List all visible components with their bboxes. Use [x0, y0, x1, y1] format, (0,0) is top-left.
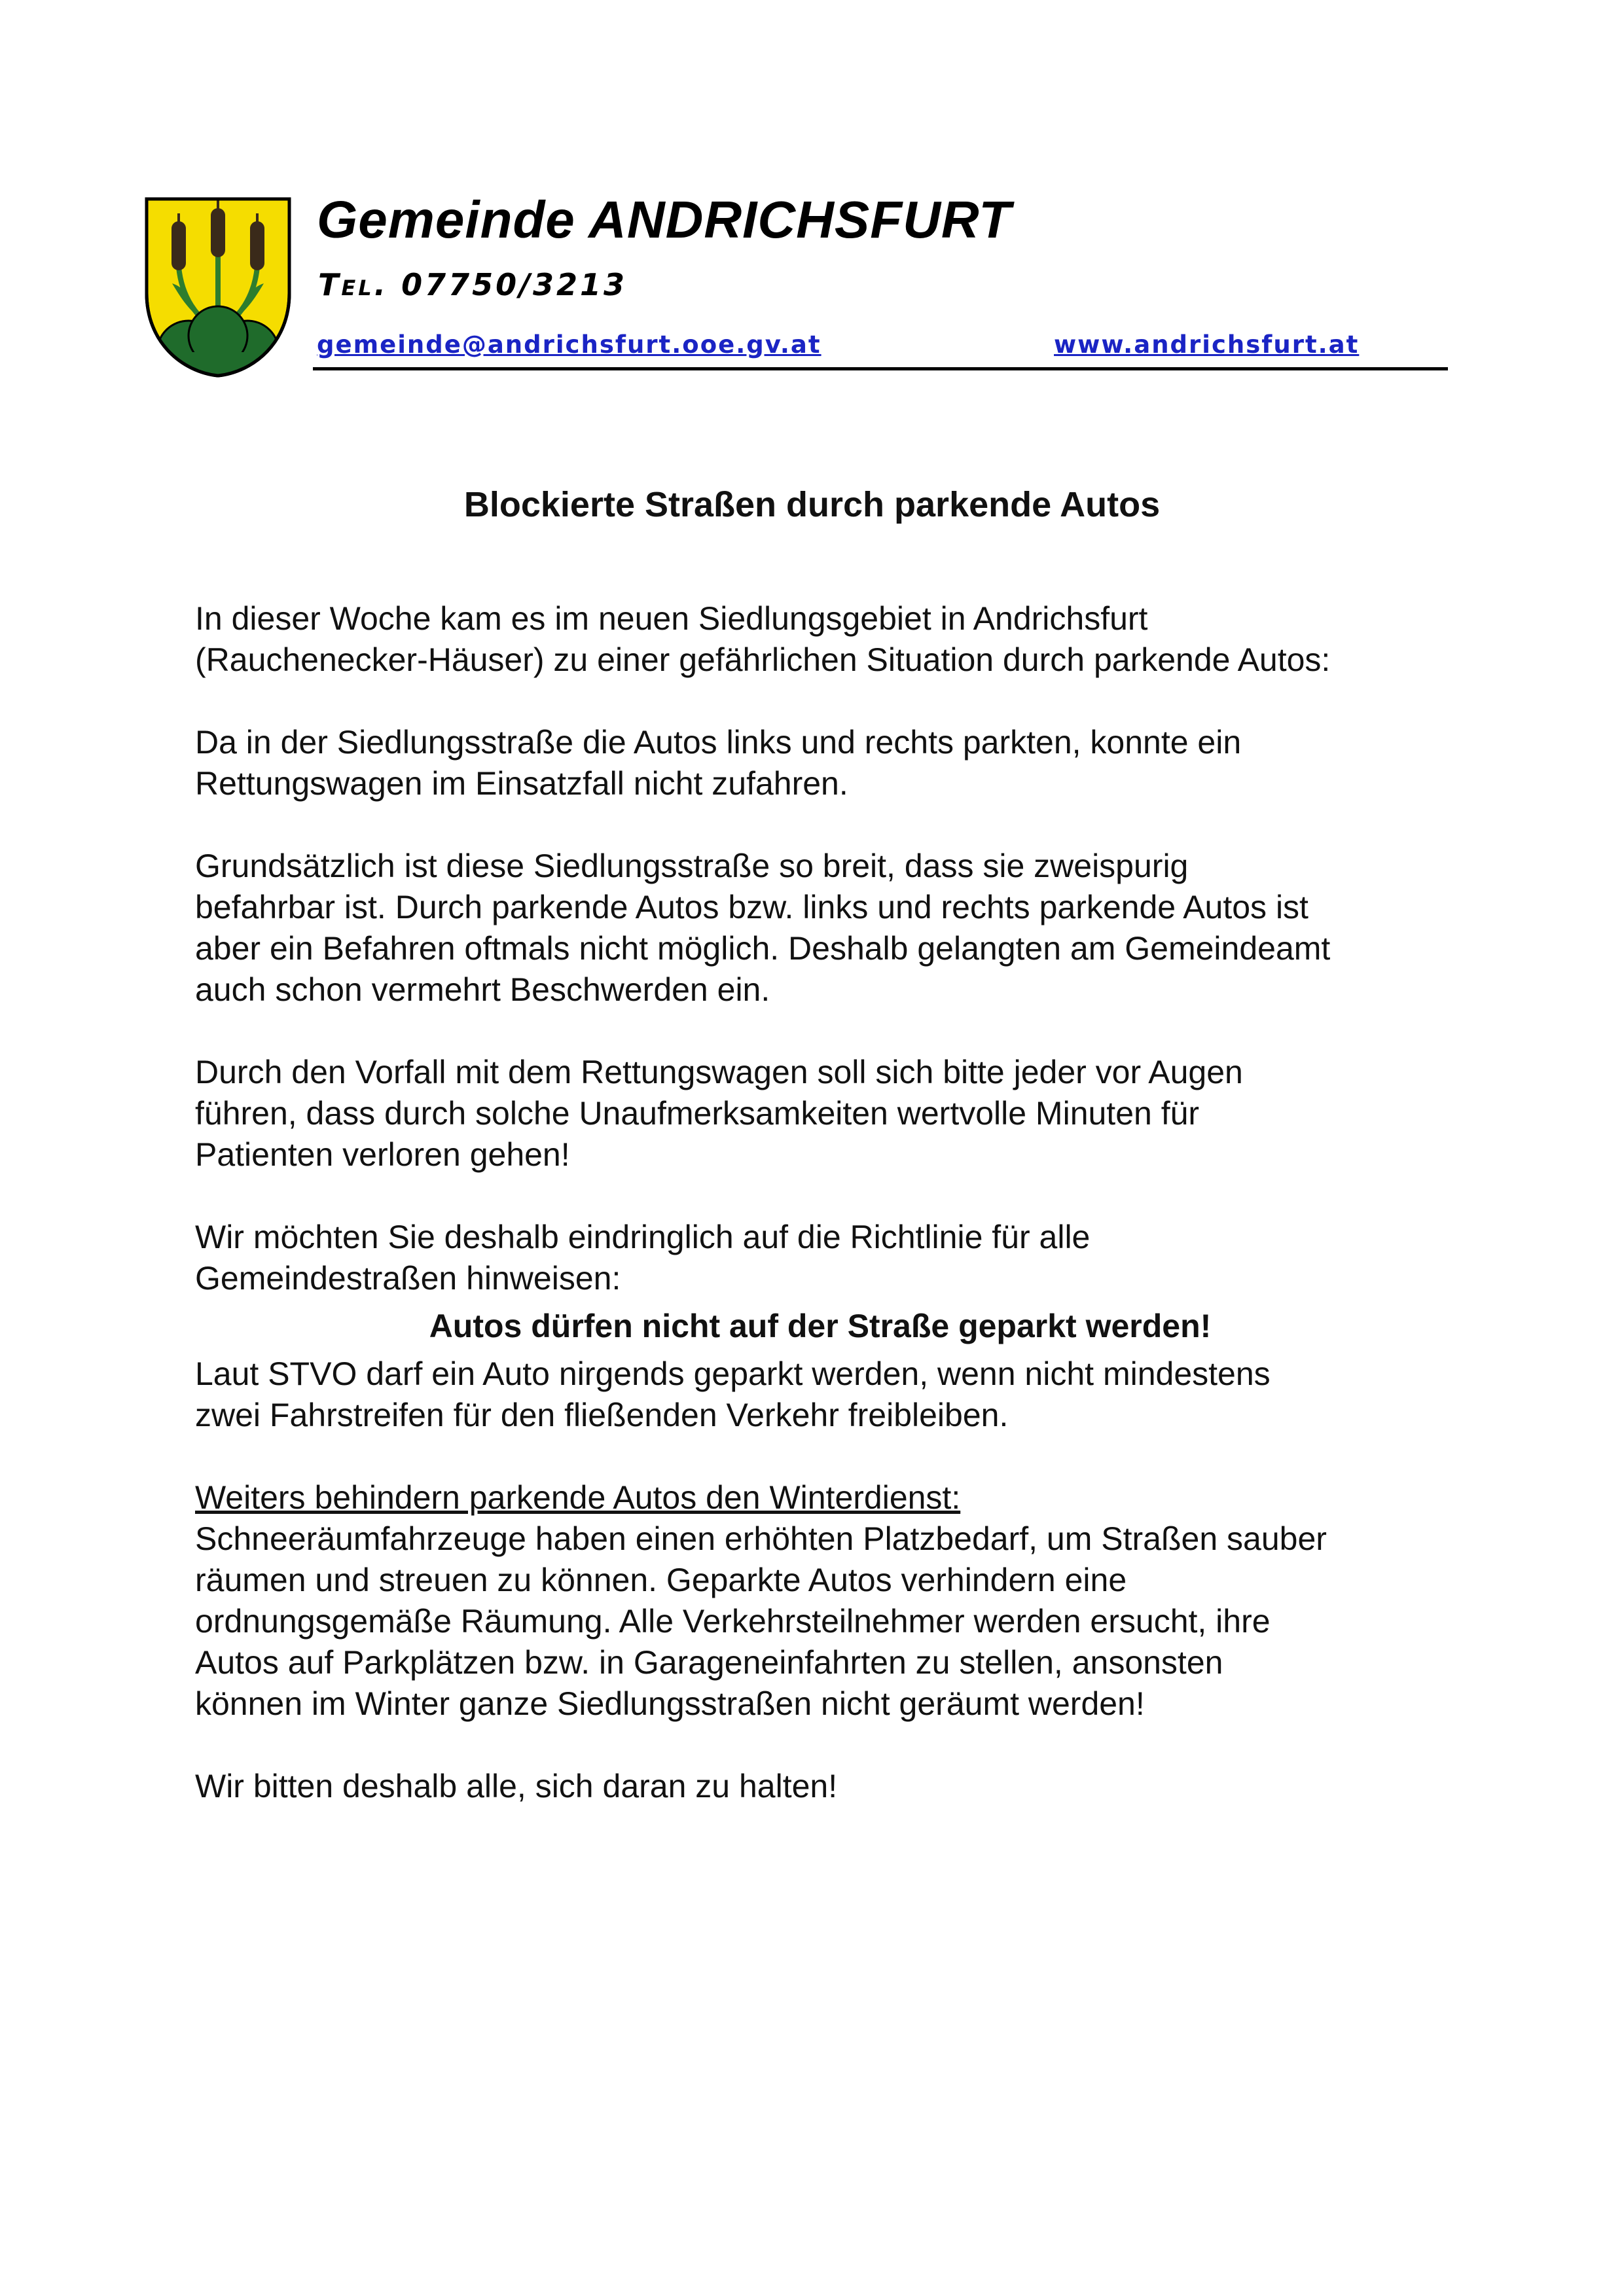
paragraph-3 [195, 846, 1478, 1011]
text-line: auch schon vermehrt Beschwerden ein. [195, 971, 770, 1008]
text-line: Wir bitten deshalb alle, sich daran zu halten! [195, 1768, 838, 1804]
document-body [195, 598, 1478, 1848]
closing-paragraph [195, 1766, 1478, 1807]
text-line: Gemeindestraßen hinweisen: [195, 1260, 621, 1297]
parking-rule-statement: Autos dürfen nicht auf der Straße geparkt werden! [429, 1308, 1212, 1344]
text-line: Durch den Vorfall mit dem Rettungswagen soll sich bitte jeder vor Augen [195, 1054, 1243, 1090]
website-link[interactable]: www.andrichsfurt.at [1054, 331, 1360, 359]
text-line: aber ein Befahren oftmals nicht möglich. Deshalb gelangten am Gemeindeamt [195, 930, 1331, 967]
text-line: Laut STVO darf ein Auto nirgends geparkt werden, wenn nicht mindestens [195, 1355, 1271, 1392]
text-line: räumen und streuen zu können. Geparkte Autos verhindern eine [195, 1562, 1127, 1598]
paragraph-5 [195, 1217, 1478, 1299]
phone-number: Tel. 07750/3213 [318, 267, 627, 302]
paragraph-7 [195, 1477, 1478, 1725]
paragraph-6 [195, 1354, 1478, 1436]
paragraph-2 [195, 722, 1478, 804]
text-line: Rettungswagen im Einsatzfall nicht zufahren. [195, 765, 848, 802]
text-line: können im Winter ganze Siedlungsstraßen nicht geräumt werden! [195, 1685, 1145, 1722]
text-line: Grundsätzlich ist diese Siedlungsstraße so breit, dass sie zweispurig [195, 848, 1189, 884]
text-line: (Rauchenecker-Häuser) zu einer gefährlichen Situation durch parkende Autos: [195, 641, 1331, 678]
text-line: Wir möchten Sie deshalb eindringlich auf die Richtlinie für alle [195, 1219, 1091, 1255]
paragraph-1 [195, 598, 1478, 681]
text-line: In dieser Woche kam es im neuen Siedlungsgebiet in Andrichsfurt [195, 600, 1148, 637]
email-link[interactable]: gemeinde@andrichsfurt.ooe.gv.at [317, 331, 821, 359]
header-divider [313, 367, 1448, 370]
winter-service-heading: Weiters behindern parkende Autos den Winterdienst: [195, 1479, 961, 1516]
text-line: führen, dass durch solche Unaufmerksamkeiten wertvolle Minuten für [195, 1095, 1200, 1132]
text-line: befahrbar ist. Durch parkende Autos bzw. links und rechts parkende Autos ist [195, 889, 1308, 925]
text-line: zwei Fahrstreifen für den fließenden Verkehr freibleiben. [195, 1397, 1009, 1433]
coat-of-arms-icon [143, 195, 293, 380]
text-line: Da in der Siedlungsstraße die Autos links und rechts parkten, konnte ein [195, 724, 1242, 761]
text-line: Schneeräumfahrzeuge haben einen erhöhten Platzbedarf, um Straßen sauber [195, 1520, 1327, 1557]
text-line: ordnungsgemäße Räumung. Alle Verkehrsteilnehmer werden ersucht, ihre [195, 1603, 1271, 1640]
municipality-title: Gemeinde ANDRICHSFURT [317, 190, 1012, 249]
paragraph-4 [195, 1052, 1478, 1175]
page-headline: Blockierte Straßen durch parkende Autos [463, 485, 1161, 524]
text-line: Autos auf Parkplätzen bzw. in Garageneinfahrten zu stellen, ansonsten [195, 1644, 1223, 1681]
text-line: Patienten verloren gehen! [195, 1136, 570, 1173]
